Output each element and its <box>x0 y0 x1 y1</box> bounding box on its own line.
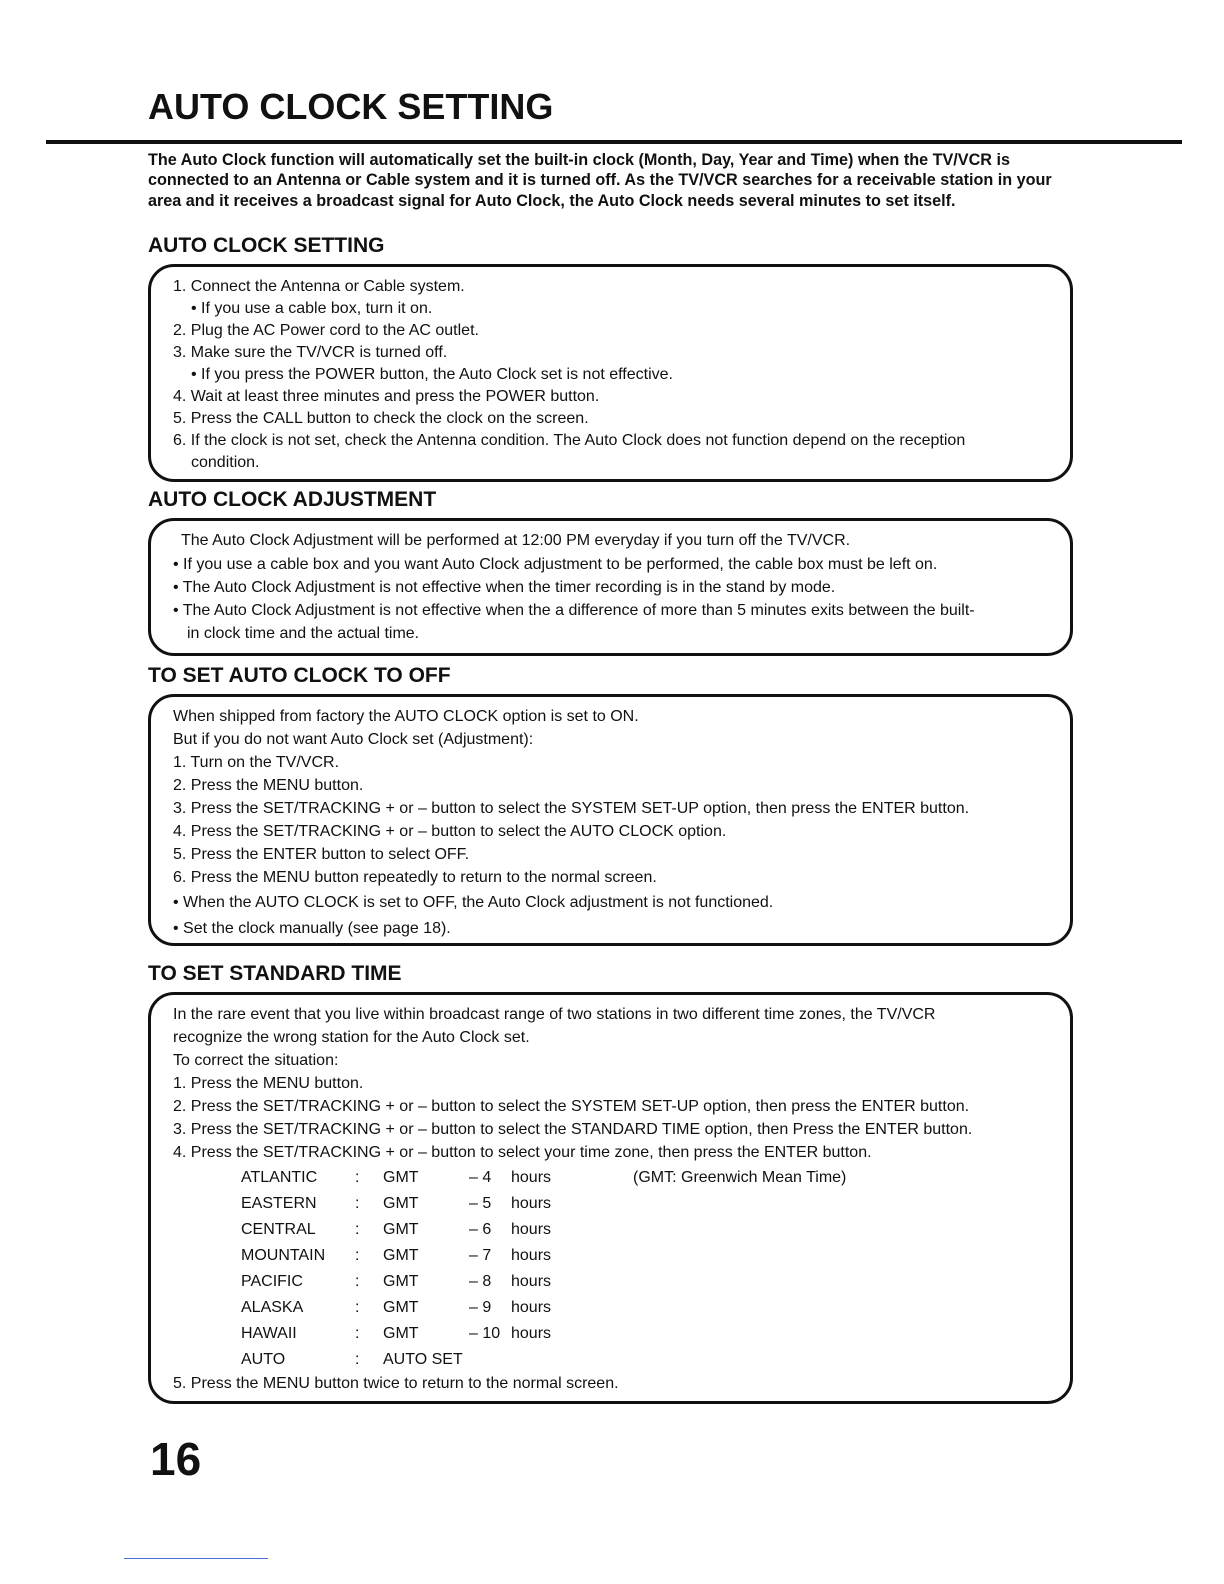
time-zone-base: GMT <box>383 1221 419 1238</box>
time-zone-unit: hours <box>511 1195 552 1212</box>
time-zone-base: GMT <box>383 1195 419 1212</box>
time-zone-unit: hours <box>511 1169 552 1186</box>
set-auto-clock-off-box <box>148 694 1073 946</box>
step-line: 2. Press the MENU button. <box>173 777 364 794</box>
page-title: AUTO CLOCK SETTING <box>148 86 554 127</box>
section-heading-set-standard-time: TO SET STANDARD TIME <box>148 962 402 985</box>
title-rule <box>46 140 1182 144</box>
bullet-line: • Set the clock manually (see page 18). <box>173 920 451 937</box>
section-heading-auto-clock-adjustment: AUTO CLOCK ADJUSTMENT <box>148 488 437 511</box>
step-line: 5. Press the ENTER button to select OFF. <box>173 846 470 863</box>
time-zone-offset: – 10 <box>469 1325 501 1342</box>
step-line: 5. Press the CALL button to check the clock on the screen. <box>173 410 589 427</box>
note-line: • If you use a cable box, turn it on. <box>191 300 433 317</box>
bullet-line-continuation: in clock time and the actual time. <box>187 625 420 642</box>
time-zone-name: HAWAII <box>241 1325 297 1342</box>
info-line: The Auto Clock Adjustment will be performed at 12:00 PM everyday if you turn off the TV/VCR. <box>181 532 851 549</box>
step-line: 5. Press the MENU button twice to return to the normal screen. <box>173 1375 619 1392</box>
time-zone-name: ALASKA <box>241 1299 304 1316</box>
time-zone-separator: : <box>355 1221 360 1238</box>
step-line: 4. Wait at least three minutes and press the POWER button. <box>173 388 600 405</box>
intro-paragraph: The Auto Clock function will automatically set the built-in clock (Month, Day, Year and Time) when the TV/VCR is connected to an Antenna or Cable system and it is turned off. As the TV/VCR searches for a receivable station in your area and it receives a broadcast signal for Auto Clock, the Auto Clock needs several minutes to set itself. <box>148 151 1052 210</box>
time-zone-base: GMT <box>383 1325 419 1342</box>
time-zone-name: PACIFIC <box>241 1273 303 1290</box>
time-zone-separator: : <box>355 1325 360 1342</box>
time-zone-separator: : <box>355 1195 360 1212</box>
time-zone-offset: – 4 <box>469 1169 492 1186</box>
step-line: 3. Press the SET/TRACKING + or – button to select the STANDARD TIME option, then Press the ENTER button. <box>173 1121 973 1138</box>
time-zone-name: AUTO <box>241 1351 286 1368</box>
time-zone-separator: : <box>355 1351 360 1368</box>
time-zone-unit: hours <box>511 1299 552 1316</box>
time-zone-separator: : <box>355 1169 360 1186</box>
time-zone-offset: – 6 <box>469 1221 492 1238</box>
bullet-line: • If you use a cable box and you want Auto Clock adjustment to be performed, the cable box must be left on. <box>173 556 938 573</box>
auto-clock-adjustment-box <box>148 518 1073 656</box>
time-zone-offset: – 7 <box>469 1247 492 1264</box>
time-zone-unit: hours <box>511 1273 552 1290</box>
time-zone-name: EASTERN <box>241 1195 317 1212</box>
page-number: 16 <box>150 1433 202 1485</box>
time-zone-offset: – 9 <box>469 1299 492 1316</box>
bullet-line: • The Auto Clock Adjustment is not effective when the a difference of more than 5 minutes exits between the built- <box>173 602 975 619</box>
time-zone-name: ATLANTIC <box>241 1169 318 1186</box>
note-line: • If you press the POWER button, the Auto Clock set is not effective. <box>191 366 673 383</box>
step-line: 1. Turn on the TV/VCR. <box>173 754 340 771</box>
time-zone-unit: hours <box>511 1221 552 1238</box>
set-standard-time-box <box>148 992 1073 1404</box>
time-zone-offset: – 5 <box>469 1195 492 1212</box>
step-line: 3. Make sure the TV/VCR is turned off. <box>173 344 448 361</box>
auto-clock-setting-box <box>148 264 1073 482</box>
step-line: 1. Connect the Antenna or Cable system. <box>173 278 465 295</box>
step-line: 2. Plug the AC Power cord to the AC outlet. <box>173 322 479 339</box>
time-zone-base: GMT <box>383 1273 419 1290</box>
time-zone-note: (GMT: Greenwich Mean Time) <box>633 1169 847 1186</box>
step-line: 4. Press the SET/TRACKING + or – button to select the AUTO CLOCK option. <box>173 823 727 840</box>
time-zone-base: GMT <box>383 1247 419 1264</box>
step-line: 1. Press the MENU button. <box>173 1075 364 1092</box>
step-line: 3. Press the SET/TRACKING + or – button to select the SYSTEM SET-UP option, then press the ENTER button. <box>173 800 970 817</box>
time-zone-unit: hours <box>511 1325 552 1342</box>
info-line: But if you do not want Auto Clock set (Adjustment): <box>173 731 534 748</box>
step-line: 6. Press the MENU button repeatedly to return to the normal screen. <box>173 869 657 886</box>
time-zone-separator: : <box>355 1247 360 1264</box>
time-zone-base: GMT <box>383 1299 419 1316</box>
info-line: recognize the wrong station for the Auto Clock set. <box>173 1029 530 1046</box>
bullet-line: • The Auto Clock Adjustment is not effective when the timer recording is in the stand by mode. <box>173 579 836 596</box>
info-line: To correct the situation: <box>173 1052 339 1069</box>
footer-rule <box>124 1558 268 1559</box>
step-line: 6. If the clock is not set, check the Antenna condition. The Auto Clock does not function depend on the reception <box>173 432 966 449</box>
time-zone-unit: hours <box>511 1247 552 1264</box>
info-line: In the rare event that you live within broadcast range of two stations in two different time zones, the TV/VCR <box>173 1006 936 1023</box>
section-heading-auto-clock-setting: AUTO CLOCK SETTING <box>148 234 385 257</box>
time-zone-name: MOUNTAIN <box>241 1247 326 1264</box>
info-line: When shipped from factory the AUTO CLOCK option is set to ON. <box>173 708 639 725</box>
time-zone-base: AUTO SET <box>383 1351 463 1368</box>
step-line-continuation: condition. <box>191 454 260 471</box>
time-zone-base: GMT <box>383 1169 419 1186</box>
step-line: 4. Press the SET/TRACKING + or – button to select your time zone, then press the ENTER button. <box>173 1144 872 1161</box>
time-zone-name: CENTRAL <box>241 1221 316 1238</box>
time-zone-separator: : <box>355 1299 360 1316</box>
bullet-line: • When the AUTO CLOCK is set to OFF, the Auto Clock adjustment is not functioned. <box>173 894 774 911</box>
section-heading-set-auto-clock-off: TO SET AUTO CLOCK TO OFF <box>148 664 451 687</box>
time-zone-separator: : <box>355 1273 360 1290</box>
step-line: 2. Press the SET/TRACKING + or – button to select the SYSTEM SET-UP option, then press the ENTER button. <box>173 1098 970 1115</box>
time-zone-offset: – 8 <box>469 1273 492 1290</box>
